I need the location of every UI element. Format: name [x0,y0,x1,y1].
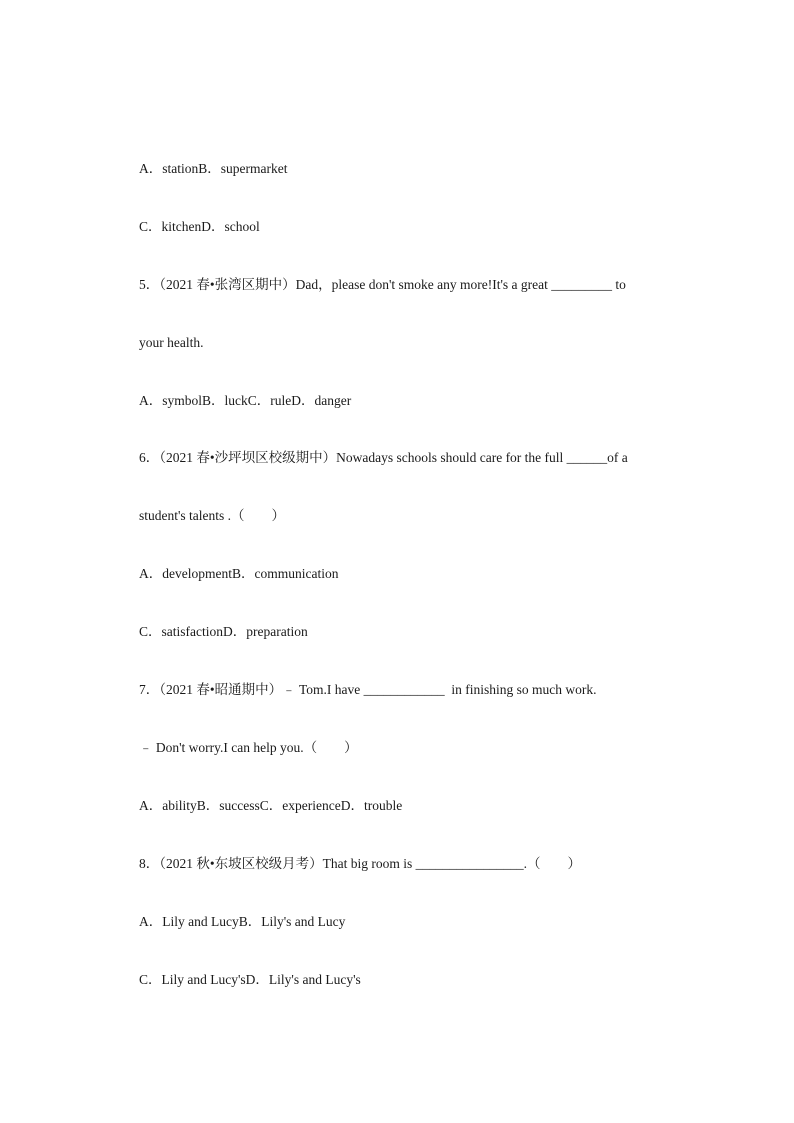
q6-options-ab: A．developmentB．communication [139,566,339,581]
q4-options-cd: C．kitchenD．school [139,219,260,234]
q7-options: A．abilityB．successC．experienceD．trouble [139,798,403,813]
q5-stem-continued: your health. [139,335,204,350]
q4-options-ab: A．stationB．supermarket [139,161,288,176]
q6-options-cd: C．satisfactionD．preparation [139,624,308,639]
q8-options-cd: C．Lily and Lucy'sD．Lily's and Lucy's [139,972,361,987]
q8-options-ab: A．Lily and LucyB．Lily's and Lucy [139,914,346,929]
q7-stem: 7．（2021 春•昭通期中）﹣ Tom.I have ____________ in finishing so much work. [139,682,597,697]
q5-stem: 5．（2021 春•张湾区期中）Dad，please don't smoke any more!It's a great _________ to [139,277,626,292]
q6-stem-continued: student's talents .（ ） [139,508,286,523]
q5-options: A．symbolB．luckC．ruleD．danger [139,393,352,408]
q8-stem: 8．（2021 秋•东坡区校级月考）That big room is ________________.（ ） [139,856,581,871]
q7-stem-continued: ﹣ Don't worry.I can help you.（ ） [139,740,358,755]
q6-stem: 6．（2021 春•沙坪坝区校级期中）Nowadays schools should care for the full ______of a [139,450,628,465]
